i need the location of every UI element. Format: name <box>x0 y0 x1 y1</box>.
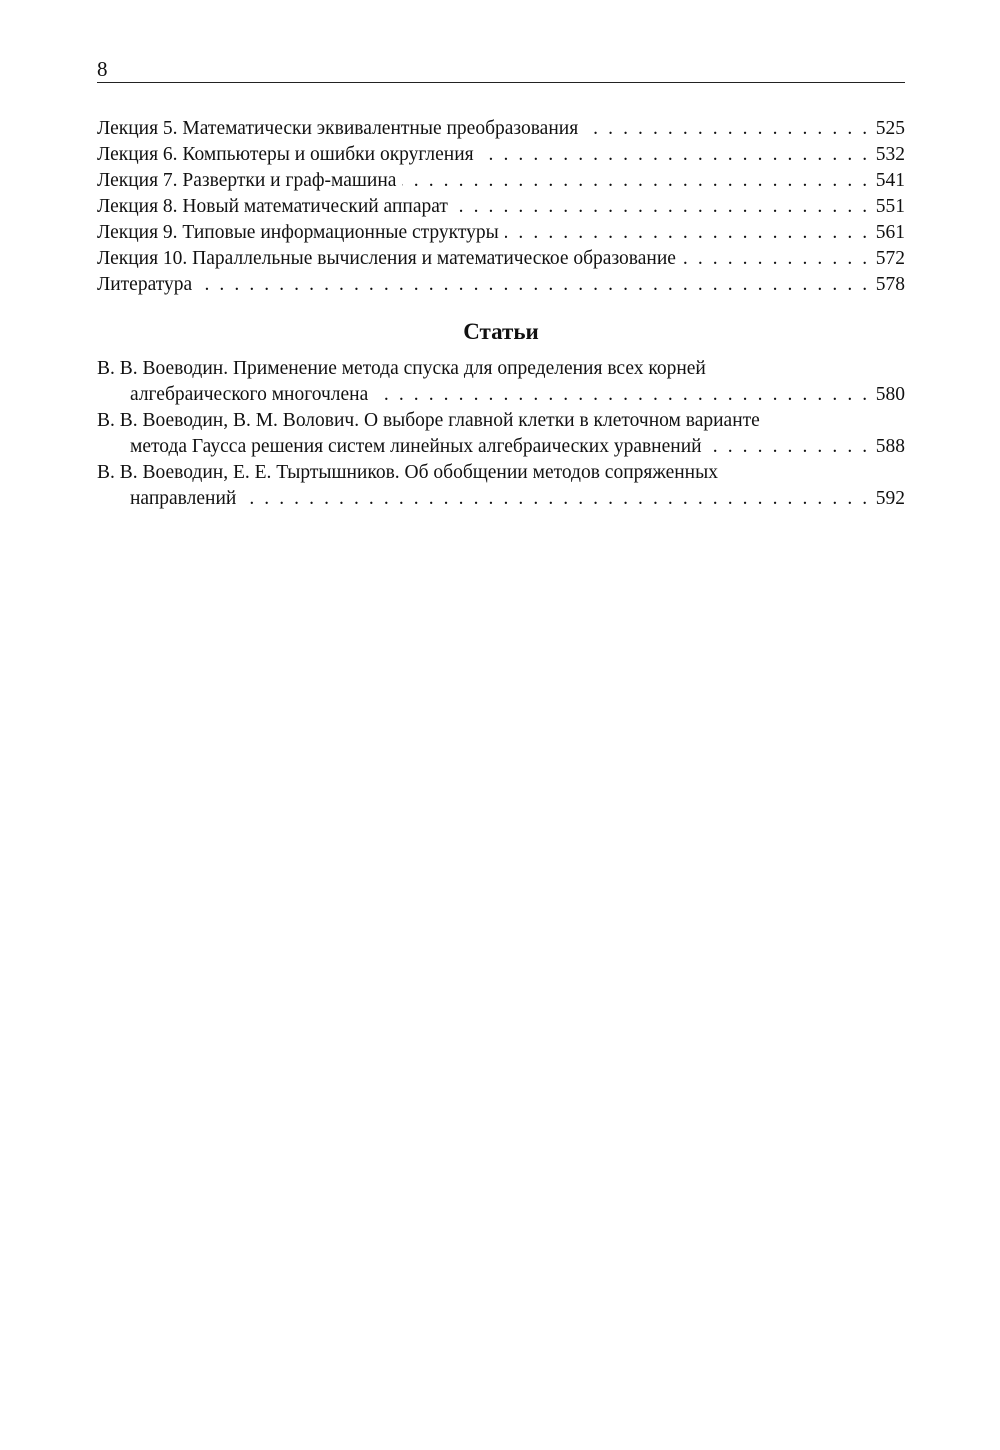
toc-entry-title: Лекция 8. Новый математический аппарат <box>97 196 448 217</box>
article-entry-first-line: В. В. Воеводин, В. М. Волович. О выборе главной клетки в клеточном варианте <box>97 410 760 431</box>
article-entry-last-line <box>97 486 905 512</box>
section-title: Статьи <box>463 319 539 344</box>
toc-entry-title: Лекция 9. Типовые информационные структуры <box>97 222 499 243</box>
article-entry-title: метода Гаусса решения систем линейных алгебраических уравнений <box>130 436 702 457</box>
toc-entry-page: 561 <box>875 222 905 243</box>
toc-entry-title: Литература <box>97 274 193 295</box>
article-entry-title: алгебраического многочлена <box>130 384 369 405</box>
toc-entry-title: Лекция 7. Развертки и граф-машина <box>97 170 397 191</box>
toc-entry <box>97 194 905 220</box>
dot-leader <box>454 194 870 220</box>
article-entry-page: 580 <box>875 384 905 405</box>
article-entry-page: 588 <box>875 436 905 457</box>
dot-leader <box>584 116 870 142</box>
article-entry-first-line: В. В. Воеводин. Применение метода спуска для определения всех корней <box>97 358 706 379</box>
toc-entry-title: Лекция 5. Математически эквивалентные преобразования <box>97 118 579 139</box>
article-entry-page: 592 <box>875 488 905 509</box>
article-entry-last-line <box>97 434 905 460</box>
toc-entry-page: 572 <box>875 248 905 269</box>
toc-entry-page: 578 <box>875 274 905 295</box>
toc-entry <box>97 246 905 272</box>
toc-entry <box>97 116 905 142</box>
toc-entry <box>97 142 905 168</box>
toc-entry-title: Лекция 10. Параллельные вычисления и математическое образование <box>97 248 676 269</box>
dot-leader <box>374 382 869 408</box>
toc-entry <box>97 168 905 194</box>
article-entry-title: направлений <box>130 488 237 509</box>
article-entry-first-line: В. В. Воеводин, Е. Е. Тыртышников. Об обобщении методов сопряженных <box>97 462 718 483</box>
page-number: 8 <box>97 57 108 81</box>
dot-leader <box>242 486 869 512</box>
toc-entry-title: Лекция 6. Компьютеры и ошибки округления <box>97 144 474 165</box>
dot-leader <box>480 142 870 168</box>
dot-leader <box>402 168 869 194</box>
dot-leader <box>198 272 870 298</box>
toc-entry <box>97 220 905 246</box>
toc-entry-page: 551 <box>875 196 905 217</box>
dot-leader <box>708 434 870 460</box>
dot-leader <box>682 246 870 272</box>
toc-entry-page: 541 <box>875 170 905 191</box>
table-of-contents <box>97 116 905 298</box>
articles-list <box>97 356 905 512</box>
article-entry-last-line <box>97 382 905 408</box>
header-rule <box>97 82 905 83</box>
toc-entry-page: 525 <box>875 118 905 139</box>
toc-entry-page: 532 <box>875 144 905 165</box>
toc-entry <box>97 272 905 298</box>
dot-leader <box>505 220 870 246</box>
